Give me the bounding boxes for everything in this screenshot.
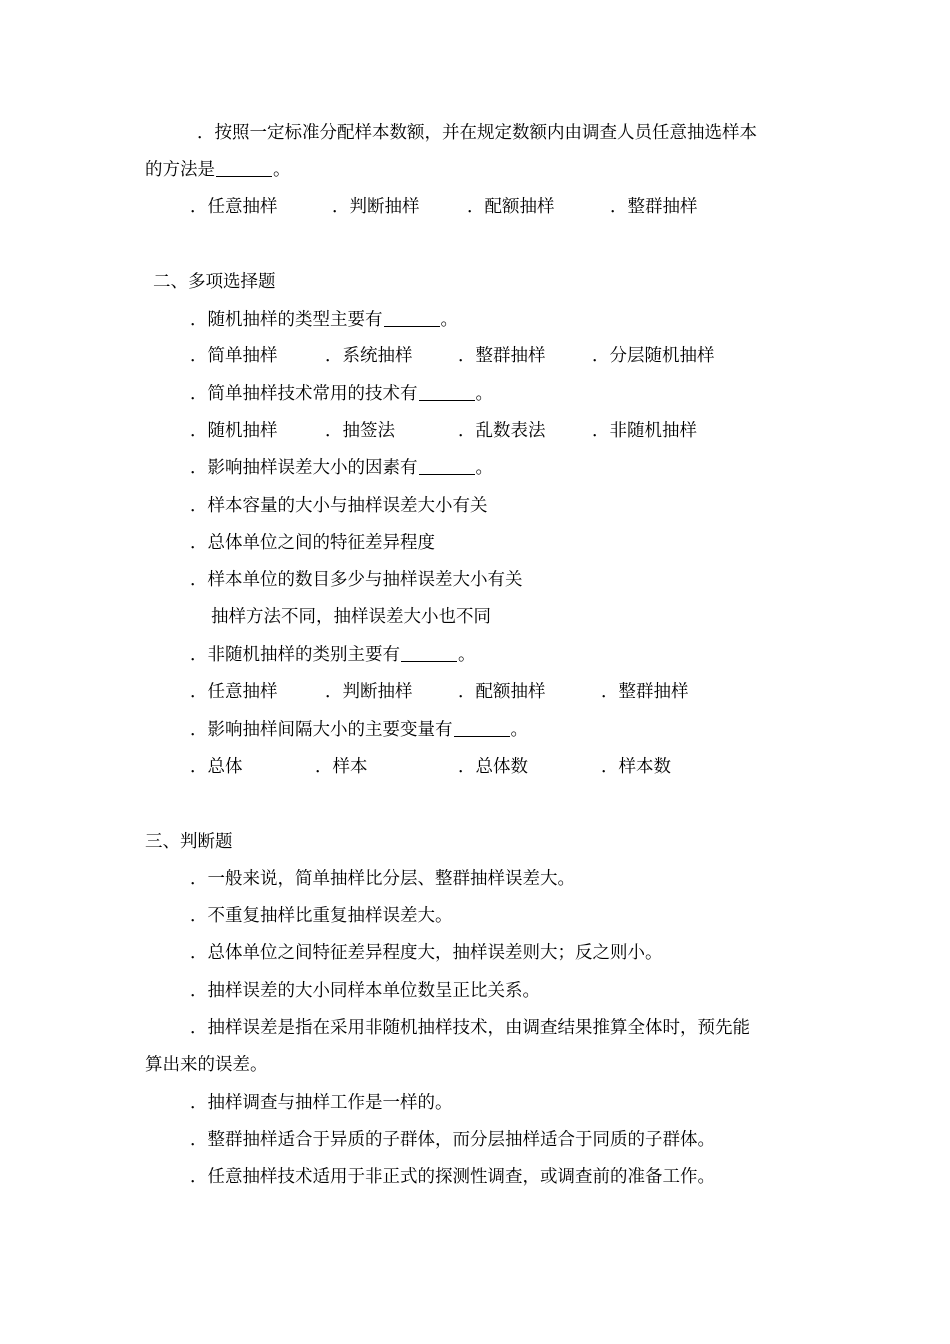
section-heading: 三、判断题 [145,832,233,852]
section-heading: 二、多项选择题 [153,272,276,292]
question-text: ．影响抽样间隔大小的主要变量有 。 [190,720,528,740]
option-c: ．配额抽样 [467,197,555,217]
judgment-item: ．一般来说，简单抽样比分层、整群抽样误差大。 [190,869,575,889]
option-c: ．总体数 [458,757,528,777]
judgment-item-continued: 算出来的误差。 [145,1055,268,1075]
option-d: ．整群抽样 [601,682,689,702]
option-c: ．配额抽样 [458,682,546,702]
option-d: ．分层随机抽样 [592,346,715,366]
option-c: ．乱数表法 [458,421,546,441]
question-text: ．按照一定标准分配样本数额，并在规定数额内由调查人员任意抽选样本 [197,123,757,143]
option-b: ．总体单位之间的特征差异程度 [190,533,435,553]
answer-blank[interactable] [454,720,510,737]
option-a: ．随机抽样 [190,421,278,441]
option-a: ．样本容量的大小与抽样误差大小有关 [190,496,488,516]
judgment-item: ．不重复抽样比重复抽样误差大。 [190,906,453,926]
judgment-item: ．抽样误差是指在采用非随机抽样技术，由调查结果推算全体时，预先能 [190,1018,750,1038]
option-a: ．简单抽样 [190,346,278,366]
question-text: ．非随机抽样的类别主要有 。 [190,645,476,665]
answer-blank[interactable] [216,160,272,177]
option-d: ．整群抽样 [610,197,698,217]
judgment-item: ．抽样误差的大小同样本单位数呈正比关系。 [190,981,540,1001]
answer-blank[interactable] [401,645,457,662]
option-b: ．判断抽样 [332,197,420,217]
option-b: ．抽签法 [325,421,395,441]
option-c: ．样本单位的数目多少与抽样误差大小有关 [190,570,523,590]
option-a: ．任意抽样 [190,682,278,702]
question-text: ．随机抽样的类型主要有 。 [190,310,458,330]
judgment-item: ．整群抽样适合于异质的子群体，而分层抽样适合于同质的子群体。 [190,1130,715,1150]
option-b: ．系统抽样 [325,346,413,366]
option-c: ．整群抽样 [458,346,546,366]
judgment-item: ．抽样调查与抽样工作是一样的。 [190,1093,453,1113]
answer-blank[interactable] [384,310,440,327]
option-d: ．非随机抽样 [592,421,697,441]
answer-blank[interactable] [419,458,475,475]
option-b: ．样本 [315,757,368,777]
question-text: ．简单抽样技术常用的技术有 。 [190,384,493,404]
option-b: ．判断抽样 [325,682,413,702]
question-text-continued: 的方法是 。 [145,160,291,180]
option-a: ．任意抽样 [190,197,278,217]
judgment-item: ．任意抽样技术适用于非正式的探测性调查，或调查前的准备工作。 [190,1167,715,1187]
option-a: ．总体 [190,757,243,777]
option-d: ．样本数 [601,757,671,777]
option-d: 抽样方法不同，抽样误差大小也不同 [211,607,491,627]
answer-blank[interactable] [419,384,475,401]
judgment-item: ．总体单位之间特征差异程度大，抽样误差则大；反之则小。 [190,943,663,963]
question-text: ．影响抽样误差大小的因素有 。 [190,458,493,478]
